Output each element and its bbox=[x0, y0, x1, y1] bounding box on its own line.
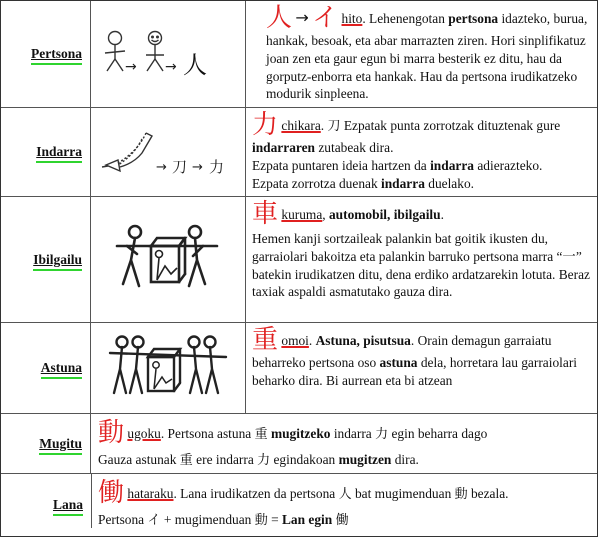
text: . Lana irudikatzen da pertsona bbox=[173, 486, 339, 501]
bold-text: Astuna, pisutsua bbox=[315, 333, 411, 348]
table-row bbox=[1, 414, 597, 474]
bold-text: indarra bbox=[430, 157, 474, 173]
bold-text: mugitzeko bbox=[270, 426, 331, 441]
reading: chikara bbox=[281, 118, 321, 133]
description-cell bbox=[246, 197, 597, 322]
reading: hito bbox=[341, 11, 363, 26]
text: Pertsona bbox=[98, 512, 148, 527]
text: egindakoan bbox=[270, 452, 339, 467]
text: dela, horretara lau garraiolari beharko dira. Bi aurrean eta bi atzean bbox=[252, 355, 577, 388]
reading: kuruma bbox=[281, 207, 323, 222]
term-label: Mugitu bbox=[39, 435, 82, 451]
term-cell bbox=[1, 197, 91, 322]
text: = bbox=[267, 512, 282, 527]
text: Gauza astunak bbox=[98, 452, 180, 467]
term-cell bbox=[1, 414, 91, 473]
sword-evolution-image bbox=[98, 127, 238, 177]
table-row bbox=[1, 197, 597, 323]
bold-text: indarraren bbox=[252, 140, 315, 155]
term-label: Astuna bbox=[40, 360, 82, 375]
text: , bbox=[322, 207, 329, 222]
arrow-icon: → bbox=[125, 59, 137, 75]
text: dira. bbox=[391, 452, 419, 467]
text: egin beharra dago bbox=[388, 426, 488, 441]
inline-kanji: 重 bbox=[179, 453, 193, 468]
heading-kanji: 重 bbox=[252, 325, 279, 355]
reading: omoi bbox=[281, 333, 309, 348]
arrow-icon: → bbox=[295, 8, 309, 27]
term-cell bbox=[1, 1, 91, 107]
text: Hemen kanji sortzaileak palankin bat goitik ikusten du, garraiolari bakoitza eta palankin barruko pertsona marra “一” batekin irudikatzen ditu, dena erdiko ardatzarekin lotuta. Beraz taxiak aspaldi asmatutako gauza dira. bbox=[252, 231, 590, 300]
text: . bbox=[308, 333, 316, 348]
palanquin-two-carriers-image bbox=[113, 224, 223, 296]
term-cell bbox=[1, 474, 91, 536]
text: . Orain demagun garraiatu beharreko pertsona oso bbox=[252, 333, 552, 370]
term-cell bbox=[1, 108, 91, 196]
inline-kanji: 人 bbox=[338, 487, 352, 502]
table-row bbox=[1, 474, 597, 536]
table-row bbox=[1, 1, 597, 108]
inline-kanji: 重 bbox=[254, 427, 268, 442]
text: ere indarra bbox=[192, 452, 258, 467]
text: bat mugimenduan bbox=[351, 486, 455, 501]
table-row bbox=[1, 323, 597, 414]
figure-kanji: 力 bbox=[209, 158, 225, 176]
arrow-icon: → bbox=[165, 59, 177, 75]
text: Ezpata puntaren ideia hartzen da bbox=[252, 157, 431, 173]
table-row bbox=[1, 108, 597, 197]
term-label: Indarra bbox=[36, 144, 82, 159]
text: zutabeak dira. bbox=[314, 140, 394, 155]
text: bezala. bbox=[467, 486, 509, 501]
text: indarra bbox=[330, 426, 376, 441]
inline-kanji: イ bbox=[147, 513, 161, 528]
term-cell bbox=[1, 323, 91, 413]
figure-cell bbox=[91, 1, 246, 107]
heading-kanji: 動 bbox=[98, 418, 125, 448]
heading-kanji: 力 bbox=[252, 110, 279, 140]
bold-text: mugitzen bbox=[338, 452, 392, 467]
palanquin-four-carriers-image bbox=[108, 335, 228, 401]
figure-cell bbox=[91, 323, 246, 413]
heading-kanji: 人 bbox=[266, 3, 293, 33]
inline-kanji: 刀 bbox=[327, 119, 341, 134]
term-label: Pertsona bbox=[31, 46, 82, 61]
heading-kanji-simplified: イ bbox=[312, 3, 339, 33]
bold-text: astuna bbox=[379, 355, 418, 370]
term-label: Ibilgailu bbox=[33, 251, 82, 267]
inline-kanji: 動 bbox=[454, 487, 468, 502]
text: duelako. bbox=[424, 175, 474, 191]
figure-cell bbox=[91, 197, 246, 322]
text: idazteko, burua, hankak, besoak, eta abar marrazten ziren. Hori sinplifikatuz joan zen eta gaur egun bi marra besterik ez ditu, hau da gorputz-enborra eta hankak. Hau da pertsona irudikatzeko modurik sinpleena. bbox=[266, 11, 588, 102]
heading-kanji: 働 bbox=[98, 478, 125, 508]
text: + mugimenduan bbox=[160, 512, 255, 527]
text: adierazteko. bbox=[473, 157, 543, 173]
text: . Lehenengotan bbox=[362, 11, 449, 26]
description-cell bbox=[91, 414, 597, 473]
figure-kanji: 刀 bbox=[172, 158, 188, 176]
description-cell bbox=[91, 474, 597, 528]
heading-kanji: 車 bbox=[252, 199, 279, 229]
description-cell bbox=[246, 1, 597, 107]
text: . bbox=[440, 207, 444, 222]
stick-figure-evolution-image bbox=[103, 29, 233, 79]
text: . Pertsona astuna bbox=[160, 426, 255, 441]
bold-text: Lan egin bbox=[281, 512, 333, 527]
reading: hataraku bbox=[127, 486, 174, 501]
reading: ugoku bbox=[127, 426, 161, 441]
text: . bbox=[320, 118, 328, 133]
figure-kanji: 人 bbox=[183, 51, 207, 79]
text: Ezpatak punta zorrotzak dituztenak gure bbox=[340, 118, 561, 133]
description-cell bbox=[246, 108, 597, 196]
figure-cell bbox=[91, 108, 246, 196]
inline-kanji: 動 bbox=[254, 513, 268, 528]
inline-kanji: 力 bbox=[257, 453, 271, 468]
inline-kanji: 力 bbox=[375, 427, 389, 442]
text: Ezpata zorrotza duenak bbox=[252, 175, 381, 191]
term-label: Lana bbox=[52, 497, 83, 512]
inline-kanji: 働 bbox=[335, 513, 349, 528]
bold-text: automobil, ibilgailu bbox=[328, 207, 441, 222]
arrow-icon: → bbox=[192, 160, 203, 175]
description-cell bbox=[246, 323, 597, 413]
bold-text: pertsona bbox=[448, 11, 499, 26]
bold-text: indarra bbox=[381, 175, 425, 191]
arrow-icon: → bbox=[156, 160, 167, 175]
